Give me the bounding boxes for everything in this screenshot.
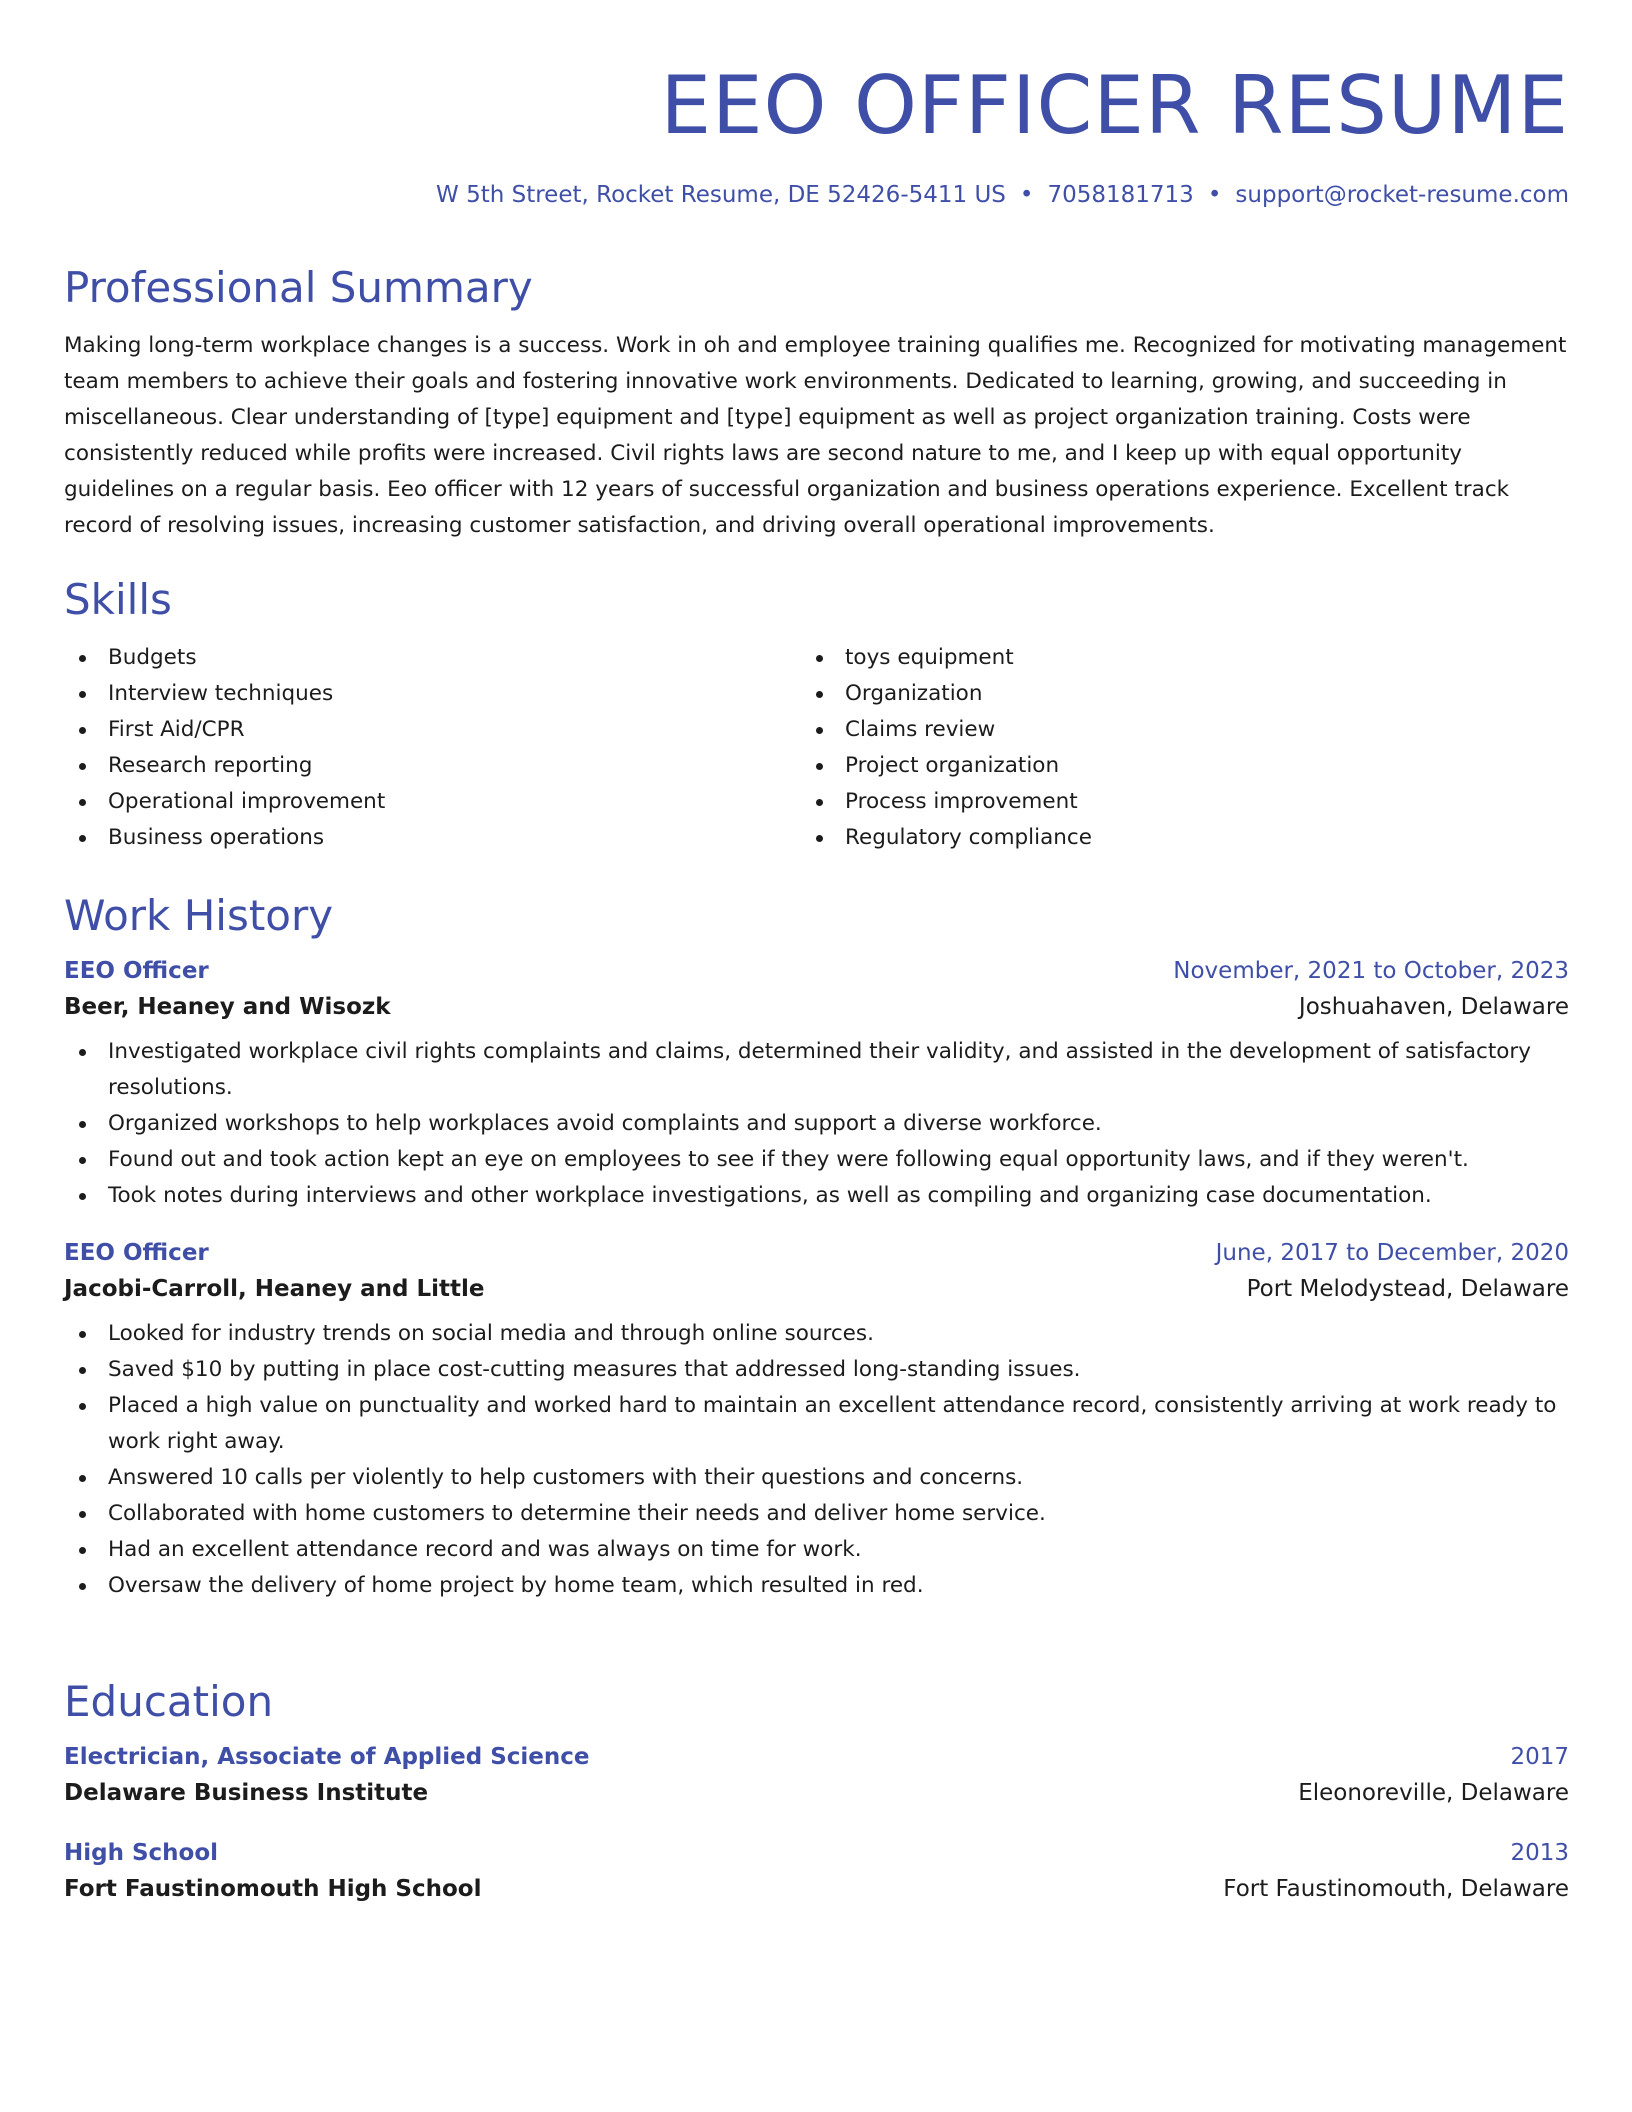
summary-text: Making long-term workplace changes is a success. Work in oh and employee training qualifies me. Recognized for motivating management team members to achieve their goals and fostering innovative work environments. Dedicated to learning, growing, and succeeding in miscellaneous. Clear understanding of [type] equipment and [type] equipment as well as project organization training. Costs were consistently reduced while profits were increased. Civil rights laws are second nature to me, and I keep up with equal opportunity guidelines on a regular basis. Eeo officer with 12 years of successful organization and business operations experience. Excellent track record of resolving issues, increasing customer satisfaction, and driving overall operational improvements.	[64, 333, 1567, 538]
skill-item: Regulatory compliance	[801, 820, 1538, 856]
skill-item: Claims review	[801, 712, 1538, 748]
job-bullet: Answered 10 calls per violently to help customers with their questions and concerns.	[64, 1460, 1569, 1496]
job-dates: June, 2017 to December, 2020	[1215, 1240, 1569, 1266]
education-header-row	[64, 1742, 1569, 1772]
contact-phone: 7058181713	[1047, 182, 1194, 208]
education-year: 2017	[1510, 1744, 1569, 1770]
skills-column-right	[801, 640, 1538, 856]
job-dates: November, 2021 to October, 2023	[1173, 958, 1569, 984]
job-bullet: Took notes during interviews and other workplace investigations, as well as compiling and organizing case documentation.	[64, 1178, 1569, 1214]
education-school: Delaware Business Institute	[64, 1780, 429, 1806]
job-entry	[64, 956, 1569, 1214]
job-bullet: Investigated workplace civil rights complaints and claims, determined their validity, and assisted in the development of satisfactory resolutions.	[64, 1034, 1569, 1106]
section-heading: Professional Summary	[64, 263, 533, 312]
job-bullets	[64, 1316, 1569, 1604]
contact-line	[436, 180, 1569, 210]
skill-item: Interview techniques	[64, 676, 801, 712]
contact-separator: •	[1207, 182, 1222, 208]
skill-item: toys equipment	[801, 640, 1538, 676]
education-location: Fort Faustinomouth, Delaware	[1223, 1876, 1569, 1902]
education-degree: Electrician, Associate of Applied Science	[64, 1744, 590, 1770]
job-bullet: Had an excellent attendance record and was always on time for work.	[64, 1532, 1569, 1568]
section-heading: Work History	[64, 891, 334, 940]
section-heading: Education	[64, 1677, 274, 1726]
job-header-row	[64, 1238, 1569, 1268]
skill-item: Project organization	[801, 748, 1538, 784]
job-bullet: Saved $10 by putting in place cost-cutting measures that addressed long-standing issues.	[64, 1352, 1569, 1388]
job-bullet: Found out and took action kept an eye on employees to see if they were following equal opportunity laws, and if they weren't.	[64, 1142, 1569, 1178]
job-bullet: Oversaw the delivery of home project by home team, which resulted in red.	[64, 1568, 1569, 1604]
skills-column-left	[64, 640, 801, 856]
job-entry	[64, 1238, 1569, 1604]
job-company: Jacobi-Carroll, Heaney and Little	[64, 1276, 485, 1302]
section-heading: Skills	[64, 575, 172, 624]
education-entry	[64, 1838, 1569, 1904]
job-header-row	[64, 956, 1569, 986]
job-location: Port Melodystead, Delaware	[1246, 1276, 1569, 1302]
education-section	[64, 1676, 1569, 1904]
education-location: Eleonoreville, Delaware	[1298, 1780, 1569, 1806]
contact-email: support@rocket-resume.com	[1235, 182, 1569, 208]
contact-address: W 5th Street, Rocket Resume, DE 52426-5411 US	[436, 182, 1006, 208]
education-header-row	[64, 1838, 1569, 1868]
skill-item: Business operations	[64, 820, 801, 856]
job-bullet: Placed a high value on punctuality and worked hard to maintain an excellent attendance record, consistently arriving at work ready to work right away.	[64, 1388, 1569, 1460]
job-bullet: Collaborated with home customers to determine their needs and deliver home service.	[64, 1496, 1569, 1532]
skills-section	[64, 574, 1569, 856]
job-bullet: Looked for industry trends on social media and through online sources.	[64, 1316, 1569, 1352]
job-title: EEO Officer	[64, 1240, 209, 1266]
job-company-row	[64, 992, 1569, 1022]
job-company: Beer, Heaney and Wisozk	[64, 994, 391, 1020]
work-history-section	[64, 890, 1569, 1604]
education-school-row	[64, 1778, 1569, 1808]
skill-item: Operational improvement	[64, 784, 801, 820]
contact-separator: •	[1019, 182, 1034, 208]
education-year: 2013	[1510, 1840, 1569, 1866]
education-degree: High School	[64, 1840, 219, 1866]
skill-item: Research reporting	[64, 748, 801, 784]
skill-item: Budgets	[64, 640, 801, 676]
skill-item: Process improvement	[801, 784, 1538, 820]
job-title: EEO Officer	[64, 958, 209, 984]
skills-grid	[64, 640, 1569, 856]
education-entry	[64, 1742, 1569, 1808]
skill-item: Organization	[801, 676, 1538, 712]
skill-item: First Aid/CPR	[64, 712, 801, 748]
education-school: Fort Faustinomouth High School	[64, 1876, 482, 1902]
job-bullets	[64, 1034, 1569, 1214]
job-bullet: Organized workshops to help workplaces avoid complaints and support a diverse workforce.	[64, 1106, 1569, 1142]
professional-summary-section	[64, 262, 1569, 544]
job-location: Joshuahaven, Delaware	[1298, 994, 1569, 1020]
education-school-row	[64, 1874, 1569, 1904]
job-company-row	[64, 1274, 1569, 1304]
resume-title: EEO OFFICER RESUME	[660, 59, 1569, 152]
